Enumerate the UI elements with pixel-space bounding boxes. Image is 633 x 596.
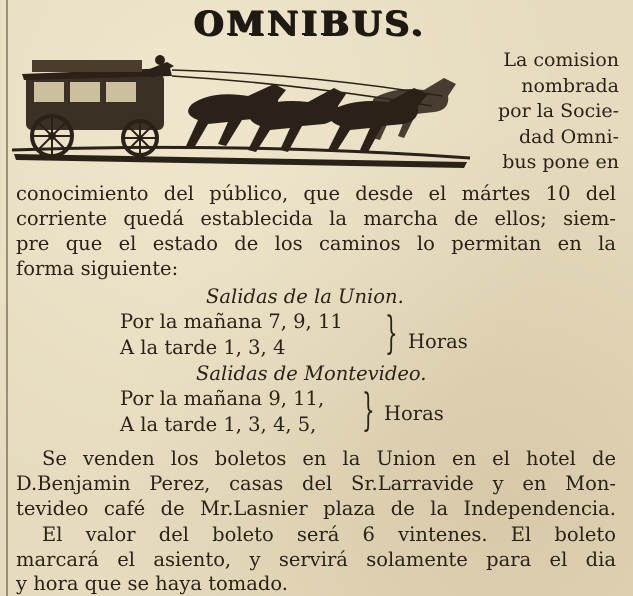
intro-side-text (461, 48, 619, 176)
advertisement-heading: OMNIBUS. (194, 4, 426, 44)
intro-line: conocimiento del público, que desde el mártes 10 del (16, 182, 616, 205)
intro-line: forma siguiente: (16, 257, 179, 280)
tickets-line: tevideo café de Mr.Lasnier plaza de la Independencia. (16, 497, 616, 520)
price-line: marcará el asiento, y servirá solamente para el dia (16, 548, 616, 571)
tickets-line: D.Benjamin Perez, casas del Sr.Larravide y en Mon- (16, 472, 616, 495)
montevideo-hours-label: Horas (384, 402, 444, 425)
intro-side-line: por la Socie- (497, 100, 619, 122)
intro-side-line: La comision (503, 49, 619, 71)
coach-icon (22, 60, 174, 156)
brace-icon: } (362, 385, 375, 436)
montevideo-schedule-title: Salidas de Montevideo. (196, 362, 427, 385)
stagecoach-illustration (12, 54, 472, 174)
intro-line: pre que el estado de los caminos lo permitan en la (16, 232, 616, 255)
price-line: El valor del boleto será 6 vintenes. El boleto (42, 523, 616, 546)
intro-side-line: nombrada (521, 74, 619, 97)
montevideo-afternoon-times: A la tarde 1, 3, 4, 5, (120, 413, 317, 436)
union-morning-times: Por la mañana 7, 9, 11 (120, 310, 343, 333)
intro-line: corriente quedá establecida la marcha de ellos; siem- (16, 207, 616, 230)
tickets-line: Se venden los boletos en la Union en el hotel de (42, 447, 616, 470)
column-rule (6, 0, 8, 596)
union-hours-label: Horas (408, 330, 468, 353)
montevideo-morning-times: Por la mañana 9, 11, (120, 387, 325, 410)
intro-side-line: bus pone en (502, 151, 619, 173)
intro-side-line: dad Omni- (518, 125, 619, 148)
union-afternoon-times: A la tarde 1, 3, 4 (120, 336, 286, 359)
union-schedule-title: Salidas de la Union. (206, 285, 404, 308)
price-line: y hora que se haya tomado. (16, 572, 288, 595)
brace-icon: } (385, 308, 398, 359)
